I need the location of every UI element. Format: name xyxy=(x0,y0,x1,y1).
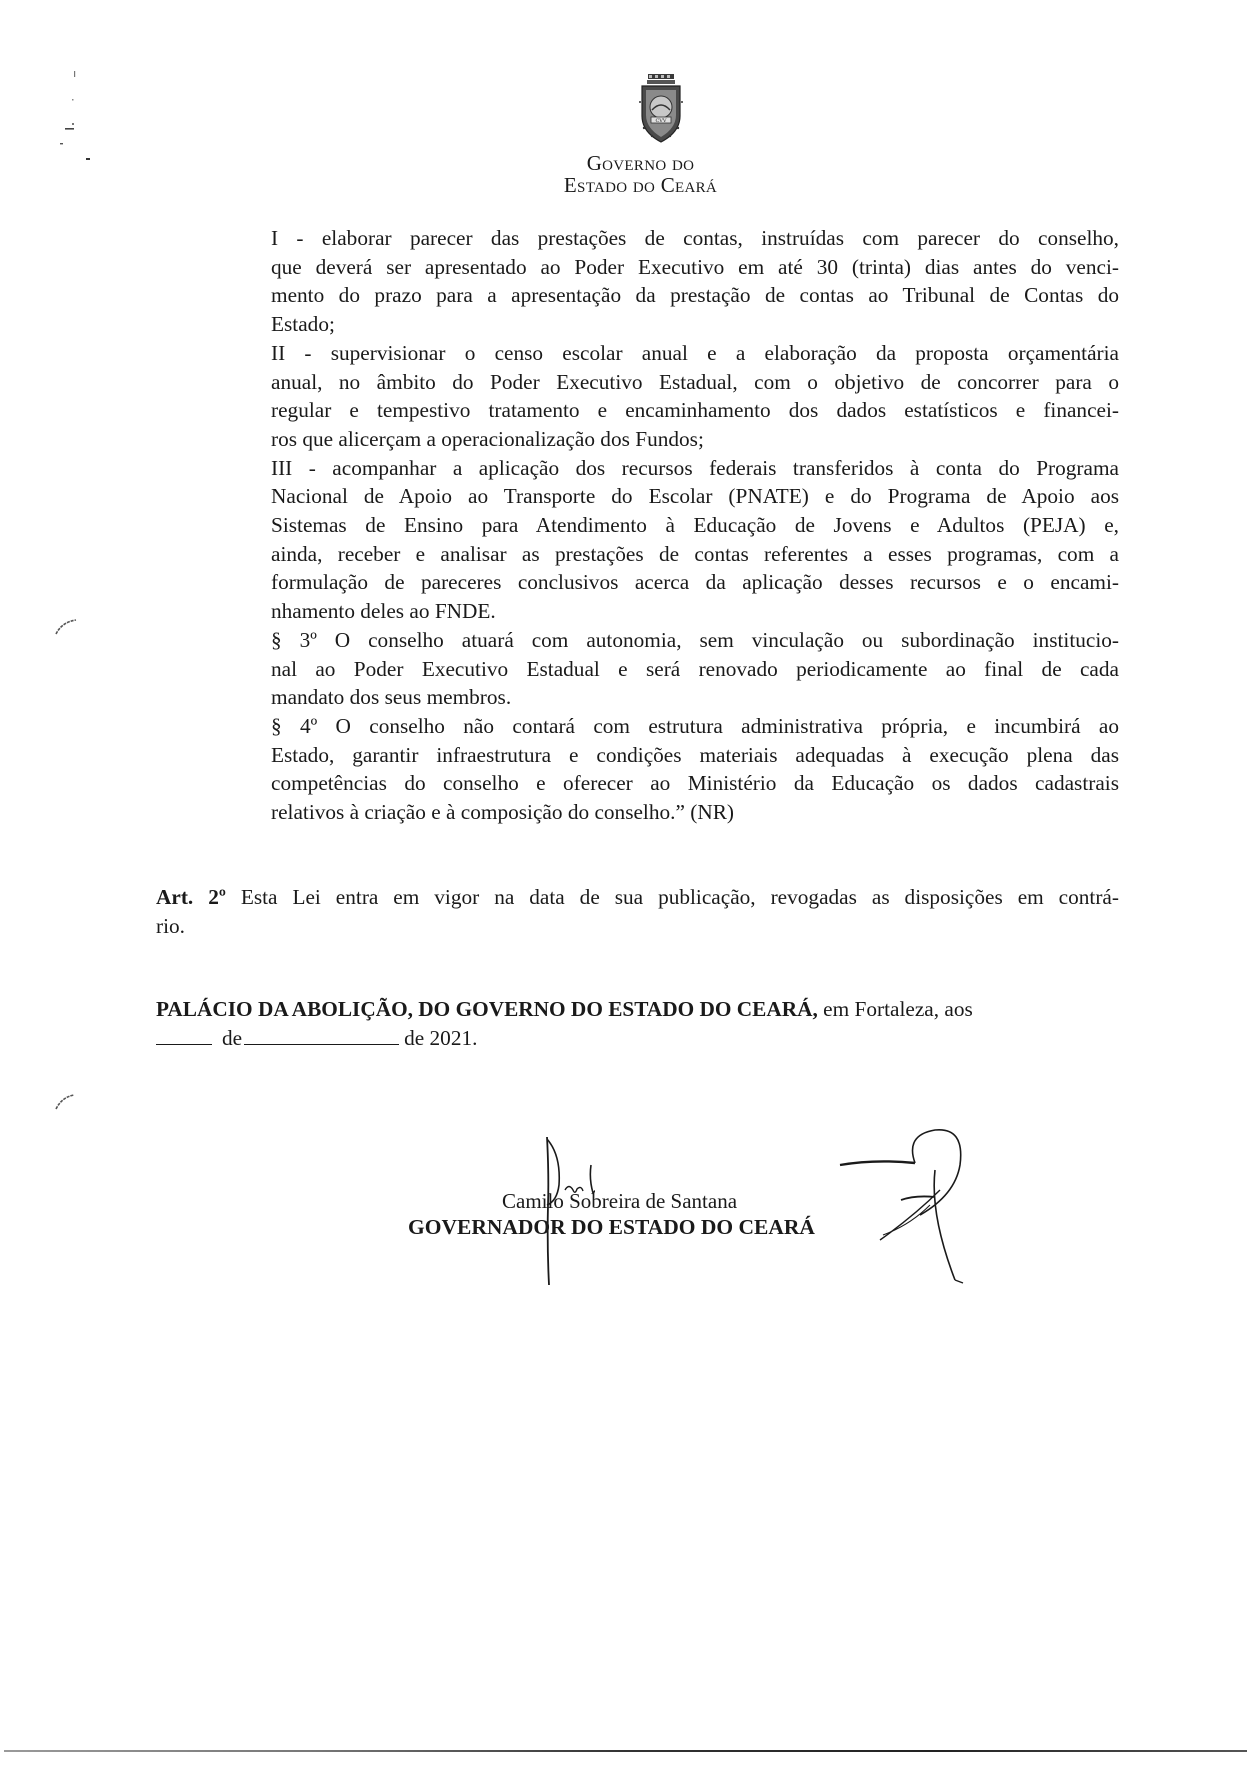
paragraph-4-line: competências do conselho e oferecer ao Ministério da Educação os dados cadastrais xyxy=(271,771,1119,796)
item-iii-line: Sistemas de Ensino para Atendimento à Educação de Jovens e Adultos (PEJA) e, xyxy=(271,513,1119,538)
paragraph-3-line: nal ao Poder Executivo Estadual e será renovado periodicamente ao final de cada xyxy=(271,656,1119,681)
paragraph-4-line: Estado, garantir infraestrutura e condições materiais adequadas à execução plena das xyxy=(271,742,1119,767)
item-ii xyxy=(271,339,1119,454)
svg-text:CVV: CVV xyxy=(655,118,667,124)
scan-artifact-marks xyxy=(55,65,115,165)
article-2-line: rio. xyxy=(156,914,185,938)
paragraph-3 xyxy=(271,626,1119,712)
paragraph-4-line: § 4º O conselho não contará com estrutura administrativa própria, e incumbirá ao xyxy=(271,713,1119,738)
item-iii xyxy=(271,454,1119,626)
article-2-text: Esta Lei entra em vigor na data de sua publicação, revogadas as disposições em contrá- xyxy=(240,885,1119,909)
paragraph-4-line: relativos à criação e à composição do conselho.” (NR) xyxy=(271,800,735,825)
item-i-line: Estado; xyxy=(271,312,335,337)
item-ii-line: regular e tempestivo tratamento e encaminhamento dos dados estatísticos e financei- xyxy=(271,398,1119,423)
handwritten-rubric-icon xyxy=(835,1125,1015,1290)
item-ii-line: II - supervisionar o censo escolar anual e a elaboração da proposta orçamentária xyxy=(271,340,1119,365)
page-bottom-edge xyxy=(4,1750,1247,1752)
item-i-line: I - elaborar parecer das prestações de contas, instruídas com parecer do conselho, xyxy=(271,226,1119,250)
article-2 xyxy=(156,883,1119,941)
article-2-label: Art. 2º xyxy=(156,885,226,909)
item-i-line: mento do prazo para a apresentação da prestação de contas ao Tribunal de Contas do xyxy=(271,283,1119,308)
item-iii-line: Nacional de Apoio ao Transporte do Escolar (PNATE) e do Programa de Apoio aos xyxy=(271,484,1119,509)
item-iii-line: formulação de pareceres conclusivos acerca da aplicação desses recursos e o encami- xyxy=(271,570,1119,595)
date-de-label: de xyxy=(222,1026,243,1050)
paragraph-3-line: § 3º O conselho atuará com autonomia, sem vinculação ou subordinação institucio- xyxy=(271,627,1119,652)
hole-punch-mark-lower xyxy=(52,1085,92,1115)
header-governo-do: Governo do xyxy=(586,151,695,175)
item-iii-line: nhamento deles ao FNDE. xyxy=(271,599,496,624)
paragraph-3-line: mandato dos seus membros. xyxy=(271,685,512,710)
item-ii-line: ros que alicerçam a operacionalização dos Fundos; xyxy=(271,426,704,451)
item-i-line: que deverá ser apresentado ao Poder Executivo em até 30 (trinta) dias antes do venci- xyxy=(271,254,1119,279)
closing-line-2 xyxy=(156,1024,1119,1053)
item-iii-line: ainda, receber e analisar as prestações de contas referentes a esses programas, com a xyxy=(271,541,1119,566)
day-blank-field xyxy=(156,1024,212,1045)
signer-title: GOVERNADOR DO ESTADO DO CEARÁ xyxy=(408,1215,815,1239)
item-i xyxy=(271,224,1119,339)
signer-name: Camilo Sobreira de Santana xyxy=(502,1189,738,1213)
month-blank-field xyxy=(244,1024,399,1045)
article-2-line xyxy=(156,883,1119,912)
header-estado-do-ceara: Estado do Ceará xyxy=(563,173,718,197)
item-iii-line: III - acompanhar a aplicação dos recursos federais transferidos à conta do Programa xyxy=(271,455,1119,480)
palace-name: PALÁCIO DA ABOLIÇÃO, DO GOVERNO DO ESTADO DO CEARÁ, xyxy=(156,997,818,1021)
closing-location-date xyxy=(156,995,1119,1053)
hole-punch-mark-upper xyxy=(52,612,92,642)
coat-of-arms-icon xyxy=(632,72,690,146)
closing-line-1 xyxy=(156,995,1119,1024)
quoted-article-text xyxy=(271,224,1119,827)
date-year: de 2021. xyxy=(404,1026,478,1050)
item-ii-line: anual, no âmbito do Poder Executivo Estadual, com o objetivo de concorrer para o xyxy=(271,369,1119,394)
city-text: em Fortaleza, aos xyxy=(817,997,973,1021)
paragraph-4 xyxy=(271,712,1119,827)
